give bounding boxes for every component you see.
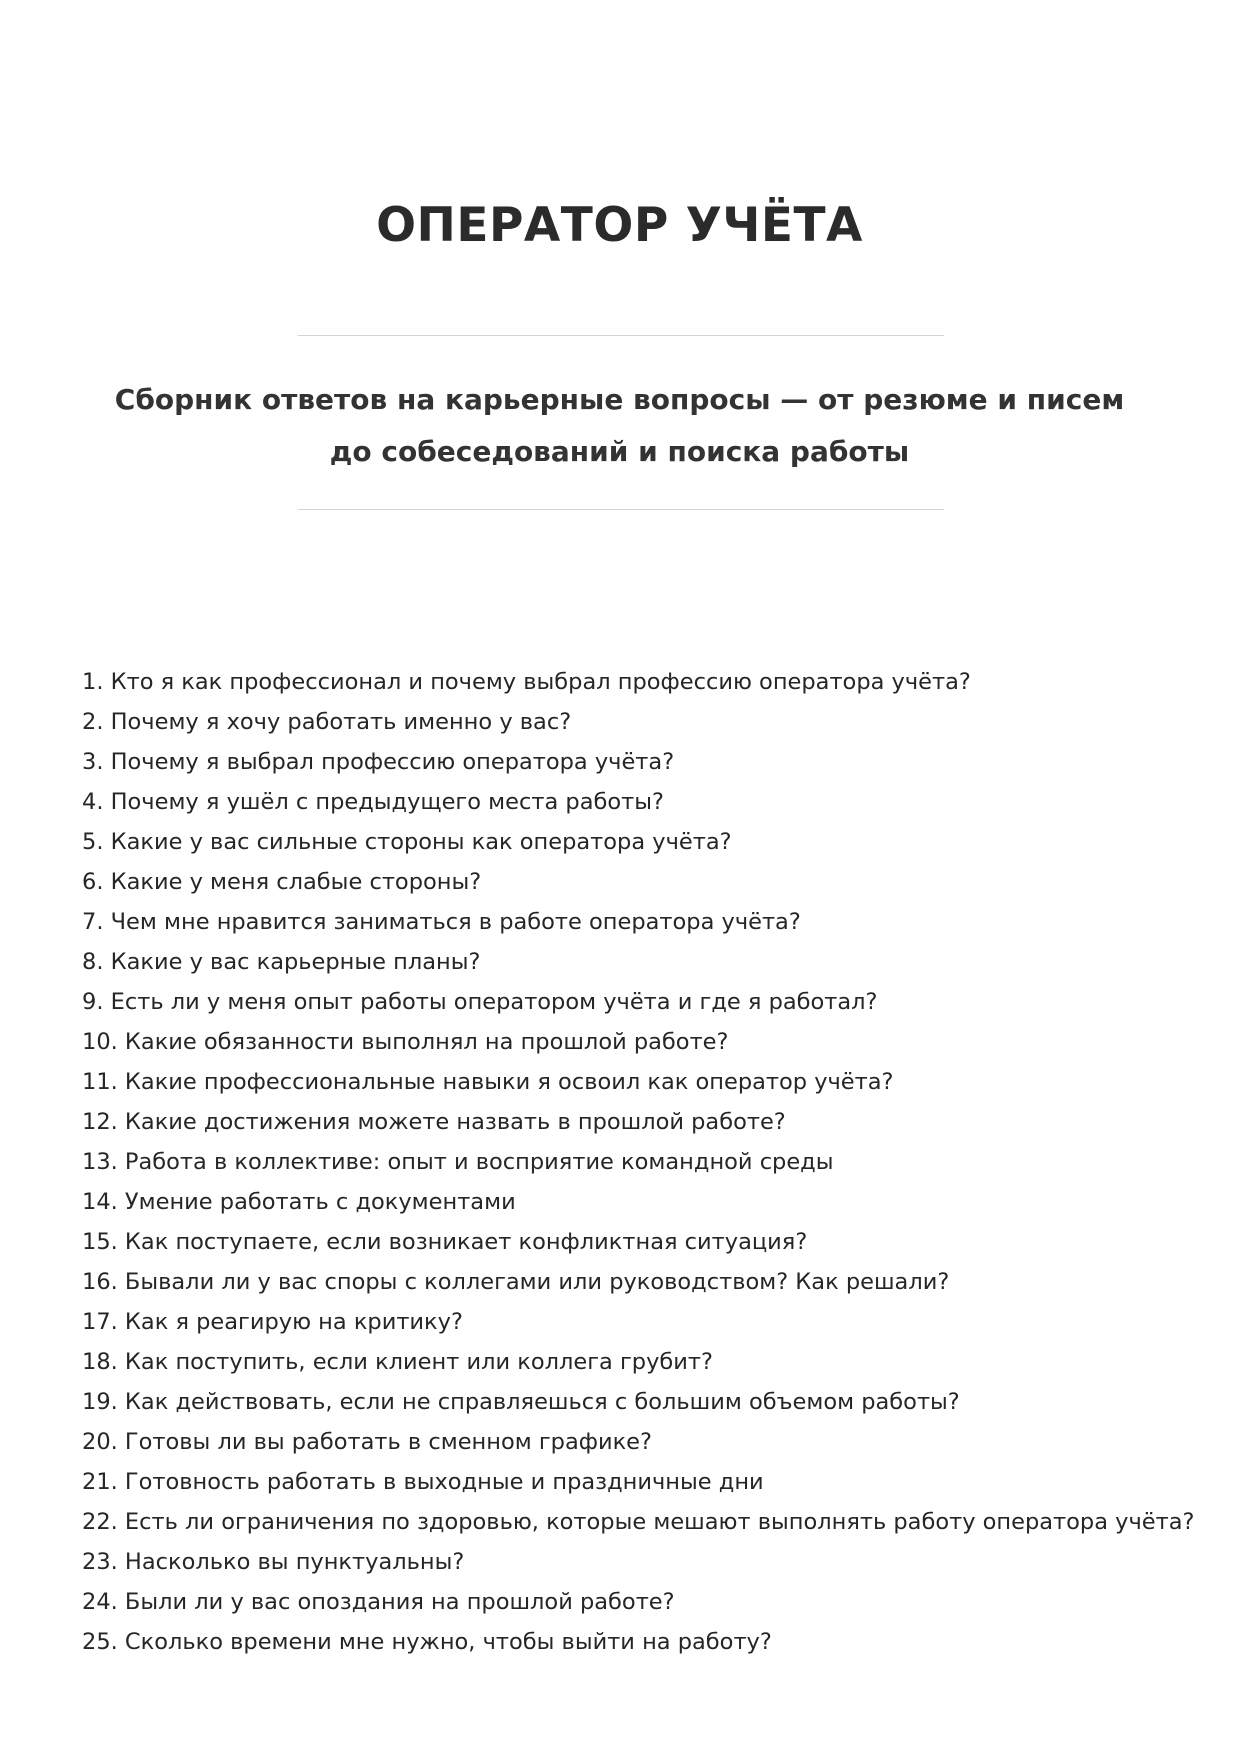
table-of-contents xyxy=(82,662,1212,1662)
toc-item: 24. Были ли у вас опоздания на прошлой работе? xyxy=(82,1589,675,1615)
document-subtitle: Сборник ответов на карьерные вопросы — от резюме и писем до собеседований и поиска работы xyxy=(114,383,1125,468)
toc-item: 21. Готовность работать в выходные и праздничные дни xyxy=(82,1469,764,1495)
bottom-divider xyxy=(298,509,944,510)
toc-item: 6. Какие у меня слабые стороны? xyxy=(82,869,482,895)
toc-item: 4. Почему я ушёл с предыдущего места работы? xyxy=(82,789,664,815)
toc-item: 5. Какие у вас сильные стороны как оператора учёта? xyxy=(82,829,732,855)
toc-item: 18. Как поступить, если клиент или коллега грубит? xyxy=(82,1349,713,1375)
toc-item: 3. Почему я выбрал профессию оператора учёта? xyxy=(82,749,675,775)
toc-item: 9. Есть ли у меня опыт работы оператором учёта и где я работал? xyxy=(82,989,878,1015)
toc-item: 8. Какие у вас карьерные планы? xyxy=(82,949,481,975)
toc-item: 10. Какие обязанности выполнял на прошлой работе? xyxy=(82,1029,729,1055)
toc-item: 7. Чем мне нравится заниматься в работе оператора учёта? xyxy=(82,909,801,935)
toc-item: 19. Как действовать, если не справляешься с большим объемом работы? xyxy=(82,1389,960,1415)
document-title: ОПЕРАТОР УЧЁТА xyxy=(376,198,863,253)
toc-item: 11. Какие профессиональные навыки я освоил как оператор учёта? xyxy=(82,1069,894,1095)
toc-item: 2. Почему я хочу работать именно у вас? xyxy=(82,709,572,735)
toc-item: 1. Кто я как профессионал и почему выбрал профессию оператора учёта? xyxy=(82,669,971,695)
toc-item: 16. Бывали ли у вас споры с коллегами или руководством? Как решали? xyxy=(82,1269,950,1295)
toc-item: 22. Есть ли ограничения по здоровью, которые мешают выполнять работу оператора учёта? xyxy=(82,1509,1195,1535)
toc-item: 25. Сколько времени мне нужно, чтобы выйти на работу? xyxy=(82,1629,772,1655)
toc-item: 14. Умение работать с документами xyxy=(82,1189,516,1215)
top-divider xyxy=(298,335,944,336)
toc-item: 13. Работа в коллективе: опыт и восприятие командной среды xyxy=(82,1149,834,1175)
toc-item: 15. Как поступаете, если возникает конфликтная ситуация? xyxy=(82,1229,808,1255)
toc-item: 12. Какие достижения можете назвать в прошлой работе? xyxy=(82,1109,786,1135)
toc-item: 17. Как я реагирую на критику? xyxy=(82,1309,463,1335)
toc-item: 23. Насколько вы пунктуальны? xyxy=(82,1549,465,1575)
toc-item: 20. Готовы ли вы работать в сменном графике? xyxy=(82,1429,652,1455)
